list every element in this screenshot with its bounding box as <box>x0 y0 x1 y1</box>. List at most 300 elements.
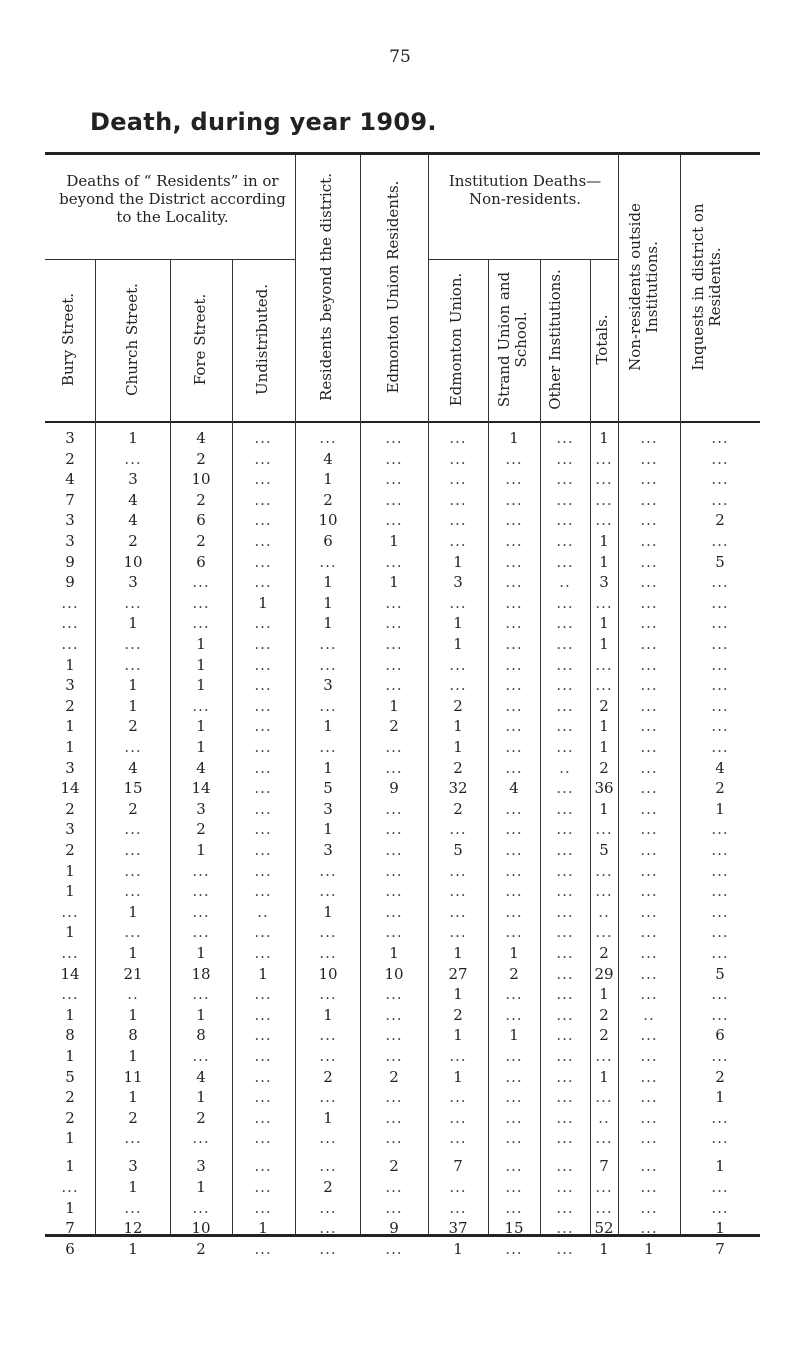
table-cell: ... <box>319 1026 337 1045</box>
table-cell: ... <box>556 1047 574 1065</box>
table-cell: ... <box>385 1088 403 1107</box>
table-cell: ... <box>711 470 729 489</box>
table-cell: ... <box>449 655 467 674</box>
table-cell: ... <box>192 902 210 921</box>
table-cell: ... <box>254 429 272 447</box>
table-cell: ... <box>505 1047 523 1065</box>
table-cell: ... <box>505 882 523 901</box>
table-cell: ... <box>254 573 272 592</box>
table-cell: 1 <box>196 717 206 736</box>
table-cell: ... <box>556 614 574 633</box>
table-cell: 3 <box>323 841 333 859</box>
table-cell: ... <box>556 1088 574 1107</box>
page-number: 75 <box>389 47 411 67</box>
table-cell: ... <box>640 1219 658 1238</box>
table-cell: ... <box>711 490 729 509</box>
table-cell: ... <box>556 882 574 901</box>
table-cell: ... <box>595 820 613 839</box>
table-cell: ... <box>449 470 467 489</box>
table-cell: 1 <box>65 1047 75 1065</box>
table-cell: 4 <box>196 1067 206 1086</box>
table-cell: ... <box>254 655 272 674</box>
table-cell: 2 <box>389 1067 399 1086</box>
table-cell: 1 <box>323 593 333 612</box>
table-cell: ... <box>640 449 658 468</box>
table-cell: ... <box>711 902 729 921</box>
table-cell: 8 <box>65 1026 75 1045</box>
table-cell: 1 <box>323 1005 333 1024</box>
table-cell: ... <box>505 1088 523 1107</box>
table-cell: 1 <box>715 1088 725 1107</box>
column-separator <box>680 155 681 1234</box>
localities-group-header: Deaths of “ Residents” in or beyond the District according to the Locality. <box>59 172 286 226</box>
table-cell: ... <box>711 820 729 839</box>
header-other-institutions <box>547 267 583 412</box>
table-cell: ... <box>595 1178 613 1196</box>
table-cell: ... <box>385 1198 403 1217</box>
table-cell: ... <box>449 1108 467 1127</box>
table-cell: ... <box>254 1108 272 1127</box>
table-cell: ... <box>711 1129 729 1148</box>
table-cell: 1 <box>65 1129 75 1148</box>
table-cell: 1 <box>258 593 268 612</box>
column-separator <box>170 259 171 1234</box>
table-cell: 1 <box>196 738 206 756</box>
table-cell: ... <box>640 1067 658 1086</box>
table-cell: ... <box>61 614 79 633</box>
table-cell: 2 <box>715 1067 725 1086</box>
table-cell: 1 <box>599 738 609 756</box>
table-cell: .. <box>598 1108 610 1127</box>
table-cell: 1 <box>65 882 75 901</box>
table-cell: ... <box>449 1198 467 1217</box>
table-cell: 1 <box>196 841 206 859</box>
table-cell: ... <box>556 717 574 736</box>
table-cell: ... <box>254 676 272 695</box>
table-cell: 1 <box>453 635 463 653</box>
table-cell: ... <box>640 593 658 612</box>
table-cell: 1 <box>599 985 609 1004</box>
table-cell: ... <box>556 511 574 530</box>
table-cell: 1 <box>599 717 609 736</box>
table-cell: 3 <box>128 573 138 592</box>
table-cell: ... <box>254 1129 272 1148</box>
table-cell: ... <box>711 449 729 468</box>
table-cell: ... <box>385 1239 403 1258</box>
header-totals: Totals. <box>593 314 611 365</box>
table-cell: 1 <box>65 717 75 736</box>
table-cell: ... <box>61 902 79 921</box>
table-cell: ... <box>711 1108 729 1127</box>
table-cell: ... <box>640 573 658 592</box>
table-cell: ... <box>595 449 613 468</box>
table-cell: 1 <box>128 614 138 633</box>
table-cell: ... <box>254 841 272 859</box>
table-cell: ... <box>711 593 729 612</box>
table-cell: ... <box>192 593 210 612</box>
table-cell: 2 <box>128 799 138 818</box>
table-cell: ... <box>505 490 523 509</box>
table-cell: 10 <box>384 964 404 983</box>
header-undistributed: Undistributed. <box>253 284 271 395</box>
table-cell: 1 <box>453 1026 463 1045</box>
table-cell: ... <box>124 738 142 756</box>
table-cell: ... <box>640 882 658 901</box>
table-cell: ... <box>556 985 574 1004</box>
table-cell: ... <box>192 614 210 633</box>
table-cell: ... <box>449 902 467 921</box>
table-cell: ... <box>254 635 272 653</box>
table-cell: ... <box>254 923 272 942</box>
table-cell: ... <box>449 1047 467 1065</box>
table-cell: 1 <box>196 1005 206 1024</box>
table-cell: ... <box>254 799 272 818</box>
header-strand-union-label: Strand Union and School. <box>495 271 530 408</box>
table-cell: 3 <box>128 1157 138 1176</box>
table-cell: ... <box>711 985 729 1004</box>
table-cell: ... <box>254 511 272 530</box>
table-cell: ... <box>505 573 523 592</box>
table-cell: 2 <box>196 449 206 468</box>
table-cell: ... <box>319 1219 337 1238</box>
table-cell: ... <box>556 470 574 489</box>
table-cell: 5 <box>453 841 463 859</box>
table-cell: ... <box>254 1047 272 1065</box>
table-cell: ... <box>640 1129 658 1148</box>
table-cell: 2 <box>196 490 206 509</box>
table-cell: ... <box>556 902 574 921</box>
table-cell: 1 <box>599 614 609 633</box>
table-cell: ... <box>505 614 523 633</box>
table-cell: ... <box>192 882 210 901</box>
table-cell: ... <box>124 635 142 653</box>
table-cell: 52 <box>594 1219 614 1238</box>
table-cell: 10 <box>318 964 338 983</box>
table-cell: ... <box>319 1239 337 1258</box>
table-cell: .. <box>559 573 571 592</box>
table-cell: 3 <box>453 573 463 592</box>
table-cell: 1 <box>509 944 519 962</box>
table-cell: ... <box>449 511 467 530</box>
table-cell: ... <box>711 841 729 859</box>
table-cell: ... <box>556 861 574 880</box>
table-cell: 4 <box>128 758 138 777</box>
table-cell: ... <box>505 676 523 695</box>
header-strand-union <box>496 267 532 412</box>
table-cell: 6 <box>715 1026 725 1045</box>
table-cell: 36 <box>594 779 614 798</box>
table-cell: ... <box>711 696 729 715</box>
table-cell: ... <box>711 635 729 653</box>
table-cell: ... <box>385 985 403 1004</box>
table-cell: 10 <box>318 511 338 530</box>
table-cell: 5 <box>715 552 725 571</box>
table-cell: ... <box>319 655 337 674</box>
table-cell: 3 <box>65 820 75 839</box>
table-cell: ... <box>449 676 467 695</box>
table-cell: 1 <box>128 429 138 447</box>
table-cell: 2 <box>453 799 463 818</box>
table-cell: ... <box>385 593 403 612</box>
table-cell: 1 <box>599 552 609 571</box>
table-cell: 1 <box>128 1047 138 1065</box>
table-cell: ... <box>192 1129 210 1148</box>
table-cell: 2 <box>128 1108 138 1127</box>
table-cell: ... <box>640 635 658 653</box>
table-cell: 11 <box>123 1067 143 1086</box>
header-edmonton-union-residents: Edmonton Union Residents. <box>384 180 402 394</box>
table-cell: 1 <box>389 573 399 592</box>
table-cell: 1 <box>323 902 333 921</box>
table-cell: ... <box>449 532 467 550</box>
table-cell: 10 <box>191 470 211 489</box>
table-cell: ... <box>385 799 403 818</box>
header-fore-street: Fore Street. <box>191 293 209 386</box>
table-cell: 10 <box>123 552 143 571</box>
table-cell: ... <box>385 470 403 489</box>
table-cell: 1 <box>65 655 75 674</box>
table-cell: ... <box>254 758 272 777</box>
table-cell: ... <box>556 532 574 550</box>
table-cell: ... <box>254 1239 272 1258</box>
table-cell: ... <box>254 1088 272 1107</box>
table-cell: ... <box>556 552 574 571</box>
table-cell: ... <box>254 738 272 756</box>
table-cell: 1 <box>128 944 138 962</box>
table-cell: ... <box>711 532 729 550</box>
table-cell: ... <box>385 902 403 921</box>
table-cell: 3 <box>599 573 609 592</box>
table-cell: ... <box>385 1047 403 1065</box>
table-cell: ... <box>385 758 403 777</box>
table-cell: ... <box>319 923 337 942</box>
table-top-rule <box>45 152 760 155</box>
table-cell: 7 <box>65 1219 75 1238</box>
table-cell: 1 <box>453 552 463 571</box>
table-cell: ... <box>449 490 467 509</box>
table-cell: ... <box>711 655 729 674</box>
table-cell: ... <box>319 1047 337 1065</box>
table-cell: ... <box>449 1178 467 1196</box>
table-cell: ... <box>385 882 403 901</box>
table-cell: ... <box>61 593 79 612</box>
table-cell: ... <box>254 717 272 736</box>
header-residents-beyond: Residents beyond the district. <box>317 173 335 401</box>
table-cell: ... <box>640 552 658 571</box>
table-cell: ... <box>711 944 729 962</box>
table-cell: ... <box>319 429 337 447</box>
table-cell: 1 <box>323 717 333 736</box>
table-cell: ... <box>505 593 523 612</box>
table-cell: 7 <box>599 1157 609 1176</box>
page-title: Death, during year 1909. <box>90 108 437 136</box>
table-cell: 2 <box>323 1067 333 1086</box>
table-cell: ... <box>254 820 272 839</box>
table-cell: .. <box>559 758 571 777</box>
table-cell: 2 <box>599 696 609 715</box>
table-cell: ... <box>192 1047 210 1065</box>
table-cell: ... <box>124 593 142 612</box>
table-cell: 2 <box>453 1005 463 1024</box>
column-separator <box>428 155 429 1234</box>
table-cell: 2 <box>65 696 75 715</box>
table-cell: 9 <box>389 779 399 798</box>
header-edmonton-union: Edmonton Union. <box>447 272 465 407</box>
table-cell: 29 <box>594 964 614 983</box>
table-cell: 12 <box>123 1219 143 1238</box>
table-cell: ... <box>505 532 523 550</box>
table-cell: 1 <box>715 1157 725 1176</box>
table-cell: 3 <box>65 511 75 530</box>
table-cell: ... <box>640 1047 658 1065</box>
column-separator <box>95 259 96 1234</box>
table-cell: 15 <box>123 779 143 798</box>
table-cell: ... <box>505 799 523 818</box>
table-cell: 5 <box>65 1067 75 1086</box>
table-cell: ... <box>711 1047 729 1065</box>
table-cell: ... <box>595 676 613 695</box>
table-cell: ... <box>640 799 658 818</box>
table-cell: 4 <box>65 470 75 489</box>
table-cell: 1 <box>599 635 609 653</box>
institution-group-header: Institution Deaths— Non-residents. <box>448 172 602 208</box>
table-cell: 1 <box>453 738 463 756</box>
table-cell: 14 <box>191 779 211 798</box>
table-cell: 9 <box>65 552 75 571</box>
table-cell: ... <box>319 552 337 571</box>
table-cell: 1 <box>196 676 206 695</box>
table-cell: ... <box>254 1026 272 1045</box>
table-cell: ... <box>505 861 523 880</box>
table-cell: 2 <box>65 1108 75 1127</box>
table-cell: ... <box>711 1178 729 1196</box>
table-cell: ... <box>124 923 142 942</box>
table-cell: ... <box>385 923 403 942</box>
table-cell: ... <box>192 573 210 592</box>
table-cell: 9 <box>65 573 75 592</box>
table-cell: 2 <box>196 1239 206 1258</box>
table-cell: 2 <box>389 1157 399 1176</box>
table-cell: ... <box>449 1129 467 1148</box>
column-separator <box>488 259 489 1234</box>
table-cell: 5 <box>599 841 609 859</box>
table-cell: ... <box>319 944 337 962</box>
table-cell: ... <box>124 1198 142 1217</box>
table-cell: ... <box>505 1067 523 1086</box>
table-cell: ... <box>556 676 574 695</box>
table-cell: ... <box>595 655 613 674</box>
table-cell: ... <box>711 676 729 695</box>
table-cell: 2 <box>715 779 725 798</box>
table-cell: 4 <box>128 511 138 530</box>
table-cell: 1 <box>599 1067 609 1086</box>
table-cell: ... <box>124 882 142 901</box>
table-cell: ... <box>254 1198 272 1217</box>
table-cell: ... <box>385 1178 403 1196</box>
table-cell: ... <box>640 779 658 798</box>
table-cell: ... <box>505 511 523 530</box>
table-cell: ... <box>640 676 658 695</box>
table-cell: ... <box>505 1178 523 1196</box>
table-cell: 2 <box>65 1088 75 1107</box>
table-cell: ... <box>385 490 403 509</box>
table-cell: 1 <box>599 532 609 550</box>
table-cell: ... <box>556 820 574 839</box>
table-cell: ... <box>254 944 272 962</box>
table-cell: 3 <box>65 676 75 695</box>
table-cell: ... <box>254 1067 272 1086</box>
table-cell: ... <box>505 717 523 736</box>
table-cell: ... <box>319 1198 337 1217</box>
table-cell: ... <box>556 944 574 962</box>
table-cell: ... <box>640 470 658 489</box>
table-cell: 1 <box>323 573 333 592</box>
table-cell: ... <box>505 1129 523 1148</box>
table-cell: ... <box>595 593 613 612</box>
table-cell: 1 <box>128 1088 138 1107</box>
table-cell: ... <box>556 1026 574 1045</box>
table-cell: 2 <box>65 449 75 468</box>
table-cell: ... <box>254 861 272 880</box>
table-cell: ... <box>556 1129 574 1148</box>
table-cell: ... <box>640 964 658 983</box>
table-cell: 1 <box>453 1067 463 1086</box>
table-cell: 1 <box>196 655 206 674</box>
table-cell: ... <box>711 738 729 756</box>
table-cell: ... <box>711 1198 729 1217</box>
table-cell: ... <box>711 923 729 942</box>
table-cell: 2 <box>599 1026 609 1045</box>
table-cell: ... <box>640 696 658 715</box>
table-cell: 1 <box>323 820 333 839</box>
table-cell: 1 <box>715 1219 725 1238</box>
table-cell: ... <box>319 985 337 1004</box>
table-cell: 2 <box>128 717 138 736</box>
table-cell: ... <box>640 717 658 736</box>
table-cell: ... <box>505 902 523 921</box>
table-cell: ... <box>505 841 523 859</box>
table-cell: 7 <box>715 1239 725 1258</box>
table-cell: 2 <box>453 696 463 715</box>
table-cell: ... <box>505 1157 523 1176</box>
table-cell: 4 <box>196 758 206 777</box>
table-cell: ... <box>640 1198 658 1217</box>
header-inquests-label: Inquests in district on Residents. <box>689 203 724 371</box>
table-cell: 3 <box>323 676 333 695</box>
table-cell: ... <box>556 429 574 447</box>
table-cell: ... <box>505 1005 523 1024</box>
table-cell: ... <box>254 779 272 798</box>
table-cell: ... <box>640 1157 658 1176</box>
table-cell: 2 <box>389 717 399 736</box>
table-cell: ... <box>595 861 613 880</box>
table-cell: 32 <box>448 779 468 798</box>
table-cell: 1 <box>453 985 463 1004</box>
table-cell: ... <box>595 1047 613 1065</box>
table-cell: ... <box>385 655 403 674</box>
column-separator <box>540 259 541 1234</box>
table-cell: ... <box>124 820 142 839</box>
column-separator <box>295 155 296 1234</box>
table-cell: ... <box>385 1129 403 1148</box>
table-cell: ... <box>505 635 523 653</box>
header-bury-street: Bury Street. <box>59 292 77 387</box>
table-cell: ... <box>640 861 658 880</box>
table-cell: 2 <box>323 490 333 509</box>
table-cell: 3 <box>196 1157 206 1176</box>
table-cell: 1 <box>509 1026 519 1045</box>
table-cell: 1 <box>65 923 75 942</box>
